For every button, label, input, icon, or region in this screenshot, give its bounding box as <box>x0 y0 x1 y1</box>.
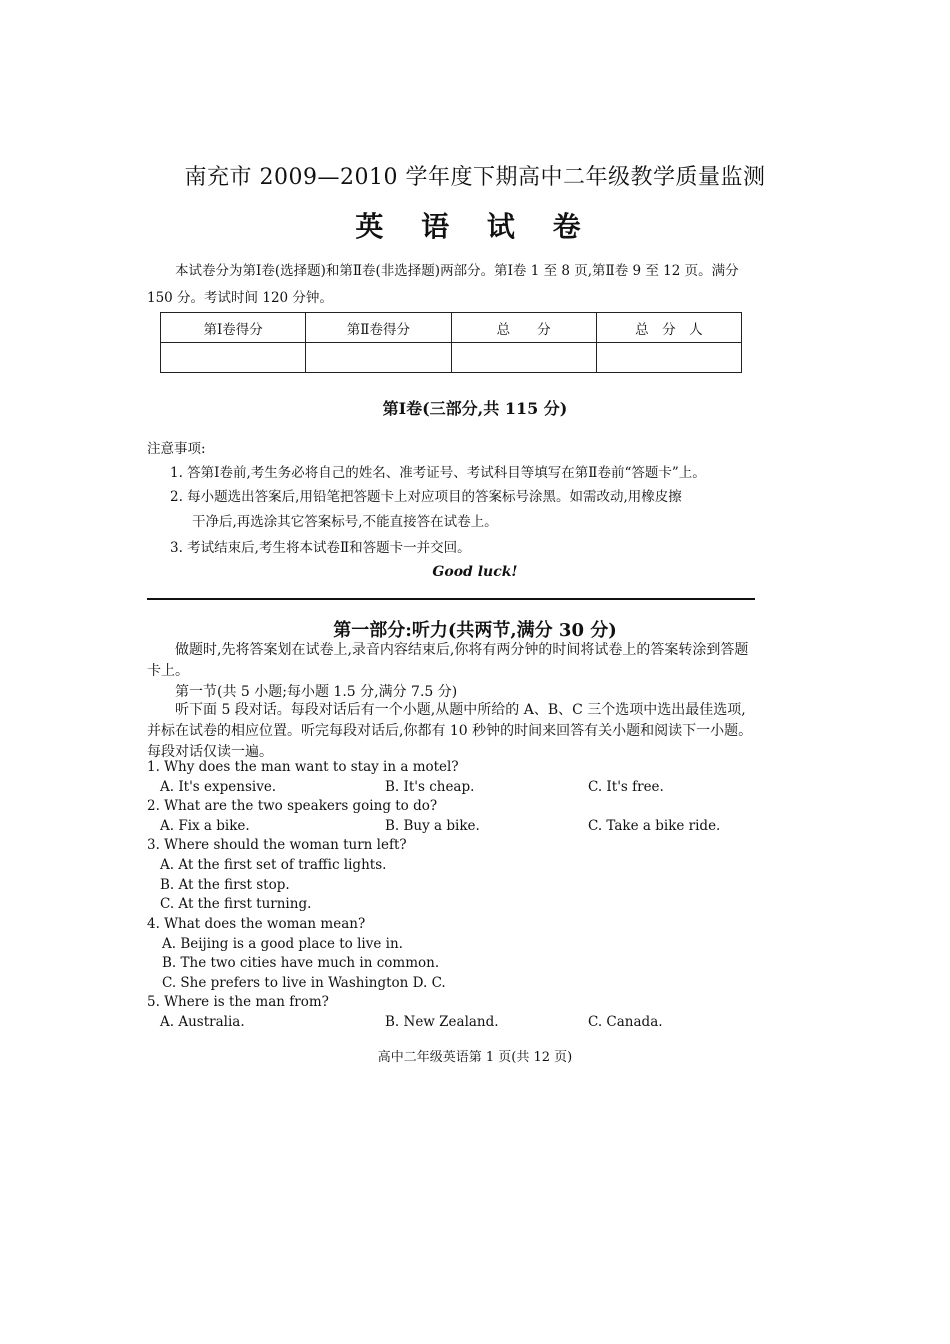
q5-option-b: B. New Zealand. <box>385 1014 499 1030</box>
question-3: 3. Where should the woman turn left? <box>147 837 407 853</box>
q2-option-a: A. Fix a bike. <box>160 818 250 834</box>
q3-option-c: C. At the first turning. <box>160 896 312 912</box>
score-header-grader: 总 分 人 <box>596 313 741 343</box>
q5-option-a: A. Australia. <box>160 1014 245 1030</box>
q2-option-b: B. Buy a bike. <box>385 818 480 834</box>
good-luck: Good luck! <box>432 564 518 580</box>
q5-option-c: C. Canada. <box>588 1014 663 1030</box>
score-header-total: 总 分 <box>451 313 596 343</box>
notice-item-1: 1. 答第Ⅰ卷前,考生务必将自己的姓名、准考证号、考试科目等填写在第Ⅱ卷前“答题卡”上。 <box>170 465 706 481</box>
question-5: 5. Where is the man from? <box>147 994 329 1010</box>
subsection-title: 第一节(共 5 小题;每小题 1.5 分,满分 7.5 分) <box>175 684 458 700</box>
subsection-instructions: 听下面 5 段对话。每段对话后有一个小题,从题中所给的 A、B、C 三个选项中选出最佳选项,并标在试卷的相应位置。听完每段对话后,你都有 10 秒钟的时间来回答有关小题和阅读下一小题。每段对话仅读一遍。 <box>147 702 753 760</box>
section1-title: 第一部分:听力(共两节,满分 30 分) <box>333 620 617 641</box>
score-table <box>160 312 742 373</box>
part1-title: 第Ⅰ卷(三部分,共 115 分) <box>382 399 568 418</box>
page-footer: 高中二年级英语第 1 页(共 12 页) <box>377 1050 573 1065</box>
q4-option-a: A. Beijing is a good place to live in. <box>162 936 403 952</box>
exam-subject-title: 英 语 试 卷 <box>355 210 595 243</box>
score-cell-total[interactable] <box>451 343 596 373</box>
notice-item-3: 3. 考试结束后,考生将本试卷Ⅱ和答题卡一并交回。 <box>170 540 471 556</box>
score-cell-part1[interactable] <box>161 343 306 373</box>
notice-heading: 注意事项: <box>147 441 206 457</box>
q4-option-c: C. She prefers to live in Washington D. C. <box>162 975 446 991</box>
score-header-part2: 第Ⅱ卷得分 <box>306 313 451 343</box>
divider-line <box>147 598 755 600</box>
notice-item-2-cont: 干净后,再选涂其它答案标号,不能直接答在试卷上。 <box>192 514 498 530</box>
exam-intro: 本试卷分为第Ⅰ卷(选择题)和第Ⅱ卷(非选择题)两部分。第Ⅰ卷 1 至 8 页,第Ⅱ卷 9 至 12 页。满分 150 分。考试时间 120 分钟。 <box>147 263 739 306</box>
exam-header-title: 南充市 2009—2010 学年度下期高中二年级教学质量监测 <box>184 165 766 190</box>
q4-option-b: B. The two cities have much in common. <box>162 955 440 971</box>
question-4: 4. What does the woman mean? <box>147 916 366 932</box>
section1-instructions: 做题时,先将答案划在试卷上,录音内容结束后,你将有两分钟的时间将试卷上的答案转涂到答题卡上。 <box>147 642 749 679</box>
q1-option-b: B. It's cheap. <box>385 779 475 795</box>
score-cell-grader[interactable] <box>596 343 741 373</box>
notice-item-2: 2. 每小题选出答案后,用铅笔把答题卡上对应项目的答案标号涂黑。如需改动,用橡皮擦 <box>170 489 682 505</box>
question-1: 1. Why does the man want to stay in a motel? <box>147 759 459 775</box>
question-2: 2. What are the two speakers going to do? <box>147 798 438 814</box>
score-cell-part2[interactable] <box>306 343 451 373</box>
q1-option-c: C. It's free. <box>588 779 664 795</box>
score-header-part1: 第Ⅰ卷得分 <box>161 313 306 343</box>
q3-option-a: A. At the first set of traffic lights. <box>160 857 387 873</box>
q3-option-b: B. At the first stop. <box>160 877 290 893</box>
q2-option-c: C. Take a bike ride. <box>588 818 721 834</box>
q1-option-a: A. It's expensive. <box>160 779 277 795</box>
